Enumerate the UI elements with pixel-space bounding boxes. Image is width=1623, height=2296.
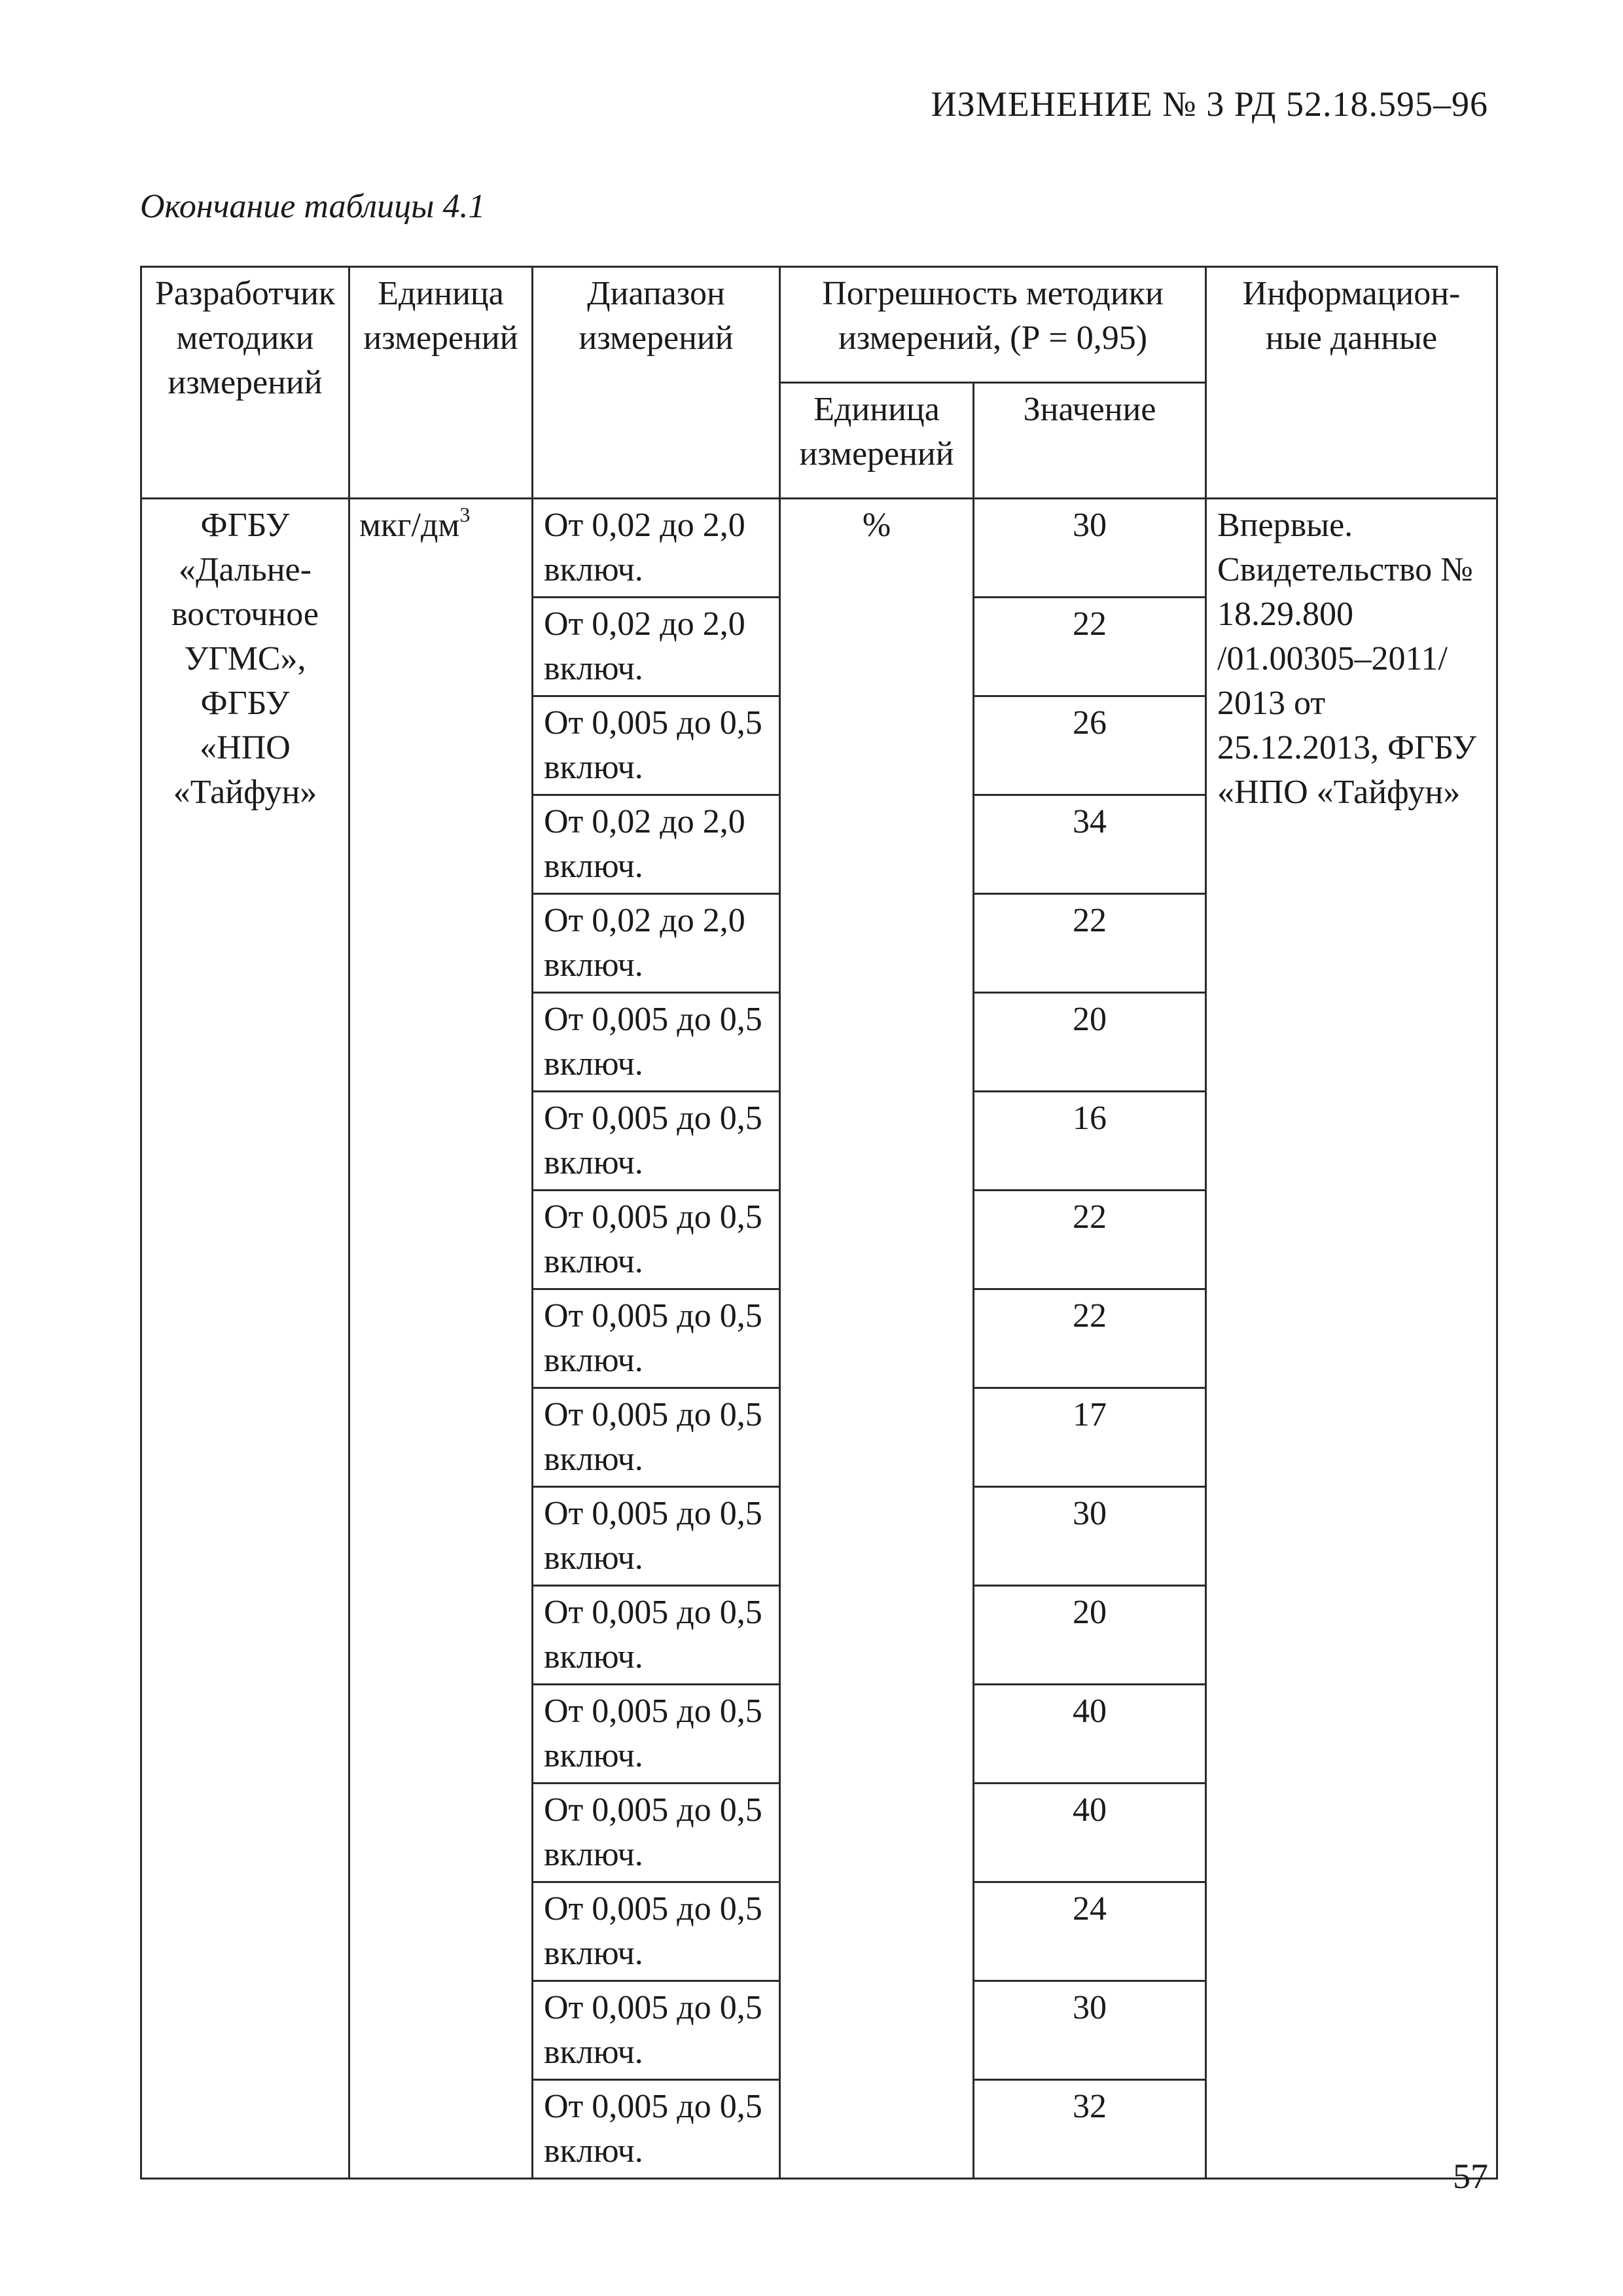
range-cell: От 0,005 до 0,5 включ. <box>533 1388 780 1487</box>
range-cell: От 0,005 до 0,5 включ. <box>533 993 780 1092</box>
error-value-cell: 40 <box>974 1685 1206 1784</box>
range-cell: От 0,02 до 2,0 включ. <box>533 795 780 894</box>
range-cell: От 0,005 до 0,5 включ. <box>533 1784 780 1882</box>
unit-cell <box>349 499 533 2179</box>
header-info: Информацион-ные данные <box>1206 267 1497 499</box>
header-developer: Разработчик методики измерений <box>141 267 349 499</box>
error-value-cell: 30 <box>974 1487 1206 1586</box>
error-value-cell: 32 <box>974 2080 1206 2179</box>
error-value-cell: 20 <box>974 1586 1206 1685</box>
error-value-cell: 40 <box>974 1784 1206 1882</box>
range-cell: От 0,005 до 0,5 включ. <box>533 1882 780 1981</box>
error-value-cell: 34 <box>974 795 1206 894</box>
error-value-cell: 24 <box>974 1882 1206 1981</box>
table-row <box>141 499 1497 598</box>
header-error-group: Погрешность методики измерений, (Р = 0,95) <box>780 267 1206 383</box>
error-value-cell: 22 <box>974 598 1206 696</box>
error-value-cell: 22 <box>974 1191 1206 1289</box>
error-value-cell: 30 <box>974 1981 1206 2080</box>
range-cell: От 0,005 до 0,5 включ. <box>533 1981 780 2080</box>
unit-exponent: 3 <box>459 503 471 526</box>
error-value-cell: 20 <box>974 993 1206 1092</box>
document-header: ИЗМЕНЕНИЕ № 3 РД 52.18.595–96 <box>931 84 1488 124</box>
range-cell: От 0,005 до 0,5 включ. <box>533 1685 780 1784</box>
header-error-value: Значение <box>974 383 1206 499</box>
range-cell: От 0,005 до 0,5 включ. <box>533 1191 780 1289</box>
header-unit: Единица измерений <box>349 267 533 499</box>
error-unit-cell: % <box>780 499 974 2179</box>
range-cell: От 0,005 до 0,5 включ. <box>533 1289 780 1388</box>
error-value-cell: 30 <box>974 499 1206 598</box>
error-value-cell: 22 <box>974 894 1206 993</box>
page-number: 57 <box>1453 2157 1488 2196</box>
range-cell: От 0,02 до 2,0 включ. <box>533 499 780 598</box>
developer-cell: ФГБУ «Дальне-восточное УГМС», ФГБУ «НПО «Тайфун» <box>141 499 349 2179</box>
table-caption: Окончание таблицы 4.1 <box>140 188 486 225</box>
error-value-cell: 22 <box>974 1289 1206 1388</box>
range-cell: От 0,005 до 0,5 включ. <box>533 1586 780 1685</box>
error-value-cell: 16 <box>974 1092 1206 1191</box>
range-cell: От 0,005 до 0,5 включ. <box>533 1092 780 1191</box>
table-container <box>140 266 1496 2179</box>
measurement-table <box>140 266 1498 2179</box>
range-cell: От 0,005 до 0,5 включ. <box>533 2080 780 2179</box>
error-value-cell: 17 <box>974 1388 1206 1487</box>
table-body <box>141 499 1497 2179</box>
info-cell: Впервые. Свидетельство № 18.29.800 /01.00305–2011/ 2013 от 25.12.2013, ФГБУ «НПО «Тайфун» <box>1206 499 1497 2179</box>
header-error-unit: Единица измерений <box>780 383 974 499</box>
range-cell: От 0,005 до 0,5 включ. <box>533 1487 780 1586</box>
range-cell: От 0,005 до 0,5 включ. <box>533 696 780 795</box>
error-value-cell: 26 <box>974 696 1206 795</box>
range-cell: От 0,02 до 2,0 включ. <box>533 894 780 993</box>
unit-base: мкг/дм <box>359 507 460 544</box>
range-cell: От 0,02 до 2,0 включ. <box>533 598 780 696</box>
header-range: Диапазон измерений <box>533 267 780 499</box>
